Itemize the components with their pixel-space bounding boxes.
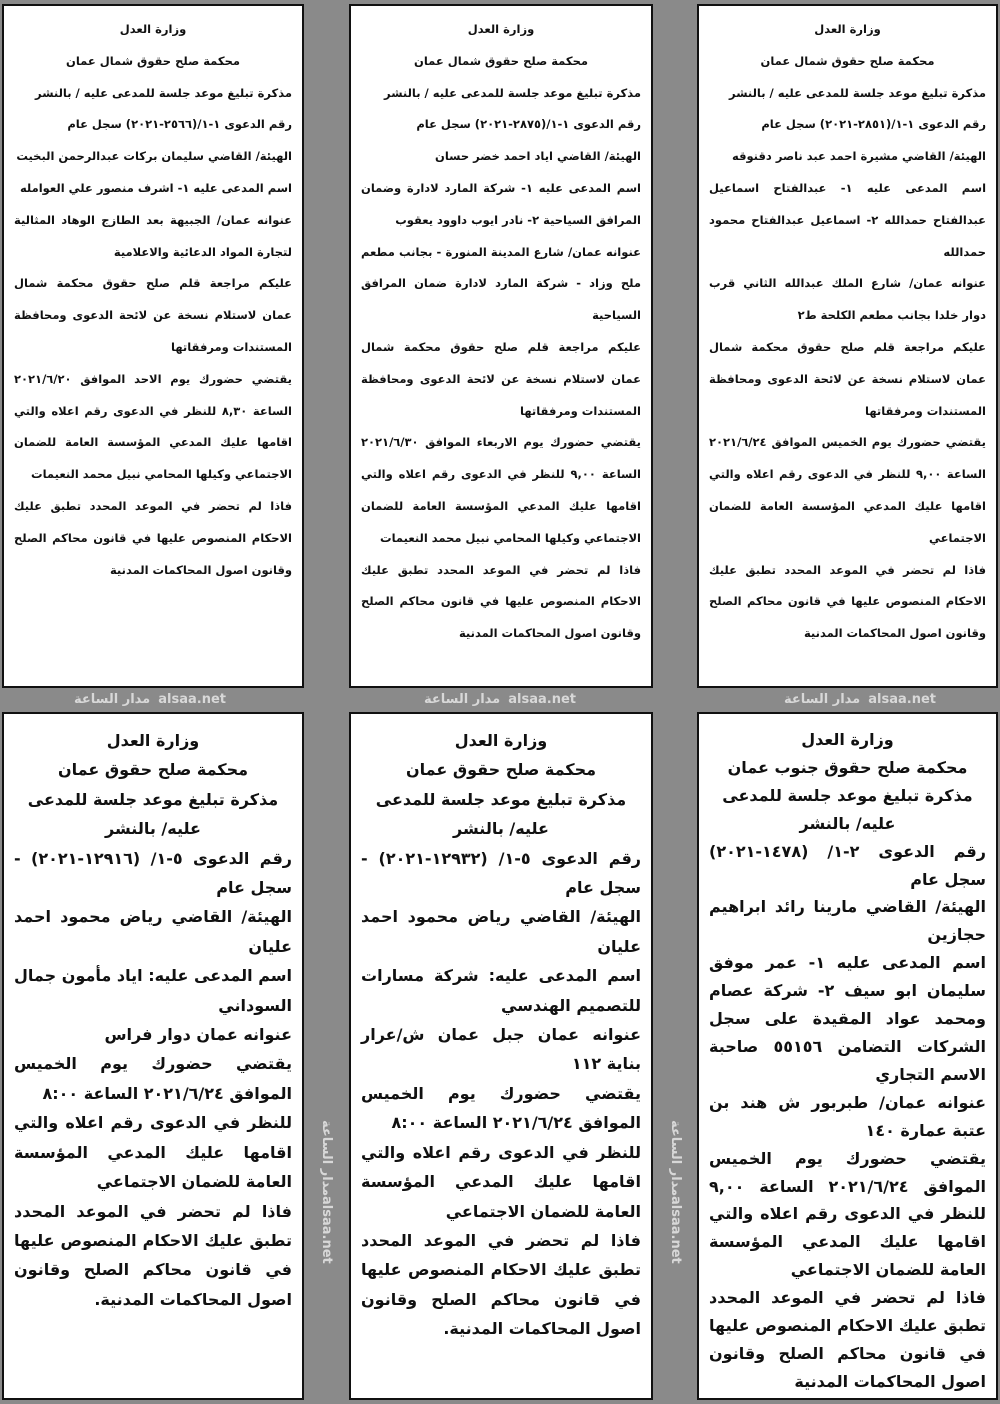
notice-paragraph: الهيئة/ القاضي رياض محمود احمد عليان — [361, 907, 641, 956]
notice-paragraph: فاذا لم تحضر في الموعد المحدد تطبق عليك الاحكام المنصوص عليها في قانون محاكم الصلح وقانون اصول المحاكمات المدنية. — [14, 1201, 292, 1309]
notice-panel — [697, 712, 998, 1400]
notice-paragraph: الهيئة/ القاضي سليمان بركات عبدالرحمن البخيت — [16, 149, 292, 164]
notice-paragraph: عليكم مراجعة قلم صلح حقوق محكمة شمال عمان لاستلام نسخة عن لائحة الدعوى ومحافظة المستندات ومرفقاتها — [361, 339, 641, 418]
watermark-latin: alsaa.net — [668, 1196, 683, 1264]
court-heading: محكمة صلح حقوق عمان — [57, 760, 249, 780]
watermark-arabic: مدار الساعة — [424, 692, 501, 707]
watermark — [420, 692, 580, 708]
watermark — [318, 1120, 334, 1264]
court-heading: محكمة صلح حقوق شمال عمان — [760, 53, 935, 68]
watermark-latin: alsaa.net — [868, 692, 936, 707]
notice-paragraph: الهيئة/ القاضي اياد احمد خضر حسان — [435, 149, 641, 164]
ministry-heading: وزارة العدل — [106, 731, 200, 750]
notice-paragraph: مذكرة تبليغ موعد جلسة للمدعى عليه / بالنشر — [35, 85, 292, 100]
notice-paragraph: الهيئة/ القاضي رياض محمود احمد عليان — [14, 907, 292, 956]
notice-panel — [349, 4, 653, 688]
notice-paragraph: فاذا لم تحضر في الموعد المحدد تطبق عليك الاحكام المنصوص عليها في قانون محاكم الصلح وقانون اصول المحاكمات المدنية — [14, 498, 292, 577]
notice-paragraph: اسم المدعى عليه ١- اشرف منصور علي العوامله — [19, 180, 292, 195]
watermark-arabic: مدار الساعة — [319, 1120, 334, 1197]
notice-paragraph: اسم المدعى عليه ١- عمر موفق سليمان ابو سيف ٢- شركة عصام ومحمد عواد المقيدة على سجل الشركات التضامن ٥٥١٥٦ صاحبة الاسم التجاري — [709, 953, 987, 1084]
notice-paragraph: اسم المدعى عليه: شركة مسارات للتصميم الهندسي — [361, 966, 641, 1015]
notice-paragraph: عنوانه عمان دوار فراس — [104, 1025, 292, 1045]
notice-paragraph: عليكم مراجعة قلم صلح حقوق محكمة شمال عمان لاستلام نسخة عن لائحة الدعوى ومحافظة المستندات ومرفقاتها — [709, 339, 986, 418]
notice-panel — [697, 4, 998, 688]
notice-paragraph: يقتضي حضورك يوم الخميس الموافق ٢٠٢١/٦/٢٤ الساعة ٨:٠٠ — [361, 1083, 641, 1133]
notice-paragraph: مذكرة تبليغ موعد جلسة للمدعى عليه/ بالنشر — [375, 789, 627, 839]
notice-paragraph: يقتضي حضورك يوم الخميس الموافق ٢٠٢١/٦/٢٤ الساعة ٩,٠٠ للنظر في الدعوى رقم اعلاه والتي اقامها عليك المدعي المؤسسة العامة للضمان الاجتماعي — [709, 435, 986, 545]
notice-paragraph: فاذا لم تحضر في الموعد المحدد تطبق عليك الاحكام المنصوص عليها في قانون محاكم الصلح وقانون اصول المحاكمات المدنية — [361, 562, 641, 641]
ministry-heading: وزارة العدل — [801, 730, 894, 749]
notice-paragraph: للنظر في الدعوى رقم اعلاه والتي اقامها عليك المدعي المؤسسة العامة للضمان الاجتماعي — [14, 1113, 292, 1192]
notice-paragraph: رقم الدعوى ١-١/(٢٥٦٦-٢٠٢١) سجل عام — [67, 117, 292, 132]
watermark — [70, 692, 230, 708]
watermark — [667, 1120, 683, 1264]
notice-paragraph: عنوانه عمان/ الجبيهة بعد الطازج الوهاد المثالية لتجارة المواد الدعائية والاعلامية — [14, 212, 292, 259]
notice-paragraph: اسم المدعى عليه ١- عبدالفتاح اسماعيل عبدالفتاح حمدالله ٢- اسماعيل عبدالفتاح محمود حمدالله — [709, 180, 987, 259]
notice-paragraph: فاذا لم تحضر في الموعد المحدد تطبق عليك الاحكام المنصوص عليها في قانون محاكم الصلح وقانون اصول المحاكمات المدنية. — [361, 1230, 641, 1339]
notice-paragraph: رقم الدعوى ٥-١/ (١٢٩٣٢-٢٠٢١) - سجل عام — [361, 848, 642, 898]
notice-paragraph: مذكرة تبليغ موعد جلسة للمدعى عليه / بالنشر — [384, 85, 641, 100]
court-heading: محكمة صلح حقوق عمان — [405, 760, 597, 780]
notice-paragraph: اسم المدعى عليه ١- شركة المارد لادارة وضمان المرافق السياحية ٢- نادر ايوب داوود يعقوب — [361, 180, 641, 227]
ministry-heading: وزارة العدل — [454, 731, 548, 750]
ministry-heading: وزارة العدل — [814, 22, 881, 36]
notice-panel — [349, 712, 653, 1400]
notice-paragraph: الهيئة/ القاضي مشيرة احمد عبد ناصر دقنوقه — [731, 149, 986, 164]
notice-panel — [2, 4, 304, 688]
ministry-heading: وزارة العدل — [467, 22, 535, 36]
notice-paragraph: رقم الدعوى ١-١/(٢٨٥١-٢٠٢١) سجل عام — [761, 117, 986, 132]
notice-paragraph: يقتضي حضورك يوم الاربعاء الموافق ٢٠٢١/٦/٣٠ الساعة ٩,٠٠ للنظر في الدعوى رقم اعلاه والتي اقامها عليك المدعي المؤسسة العامة للضمان الاجتماعي وكيلها المحامي نبيل محمد النعيمات — [361, 435, 641, 545]
watermark-arabic: مدار الساعة — [784, 692, 861, 707]
watermark-latin: alsaa.net — [158, 692, 226, 707]
notice-paragraph: يقتضي حضورك يوم الاحد الموافق ٢٠٢١/٦/٢٠ الساعة ٨,٣٠ للنظر في الدعوى رقم اعلاه والتي اقامها عليك المدعي المؤسسة العامة للضمان الاجتماعي وكيلها المحامي نبيل محمد النعيمات — [14, 371, 292, 482]
notice-paragraph: عنوانه عمان جبل عمان ش/عرار بناية ١١٢ — [361, 1025, 641, 1074]
notice-paragraph: مذكرة تبليغ موعد جلسة للمدعى عليه/ بالنشر — [27, 789, 279, 839]
notice-paragraph: يقتضي حضورك يوم الخميس الموافق ٢٠٢١/٦/٢٤ الساعة ٨:٠٠ — [14, 1054, 292, 1103]
notice-paragraph: للنظر في الدعوى رقم اعلاه والتي اقامها عليك المدعي المؤسسة العامة للضمان الاجتماعي — [361, 1142, 641, 1221]
notice-paragraph: فاذا لم تحضر في الموعد المحدد تطبق عليك الاحكام المنصوص عليها في قانون محاكم الصلح وقانون اصول المحاكمات المدنية — [709, 1288, 986, 1391]
notice-paragraph: اسم المدعى عليه: اياد مأمون جمال السوداني — [14, 966, 292, 1015]
notice-paragraph: مذكرة تبليغ موعد جلسة للمدعى عليه / بالنشر — [729, 85, 986, 100]
notice-paragraph: رقم الدعوى ١-١/(٢٨٧٥-٢٠٢١) سجل عام — [416, 117, 641, 132]
notice-panel — [2, 712, 304, 1400]
notice-paragraph: عليكم مراجعة قلم صلح حقوق محكمة شمال عمان لاستلام نسخة عن لائحة الدعوى ومحافظة المستندات ومرفقاتها — [14, 276, 292, 354]
notice-paragraph: يقتضي حضورك يوم الخميس الموافق ٢٠٢١/٦/٢٤ الساعة ٩,٠٠ للنظر في الدعوى رقم اعلاه والتي اقامها عليك المدعي المؤسسة العامة للضمان الاجتماعي — [709, 1148, 987, 1280]
court-heading: محكمة صلح حقوق شمال عمان — [66, 53, 240, 68]
watermark-arabic: مدار الساعة — [74, 692, 151, 707]
notice-paragraph: رقم الدعوى ٢-١/ (١٤٧٨-٢٠٢١) سجل عام — [709, 841, 986, 889]
notice-paragraph: الهيئة/ القاضي مارينا رائد ابراهيم حجازين — [709, 897, 986, 945]
court-heading: محكمة صلح حقوق جنوب عمان — [727, 757, 968, 777]
court-heading: محكمة صلح حقوق شمال عمان — [414, 53, 588, 68]
watermark-latin: alsaa.net — [319, 1196, 334, 1264]
watermark — [780, 692, 940, 708]
notice-paragraph: عنوانه عمان/ شارع الملك عبدالله الثاني قرب دوار خلدا بجانب مطعم الكلحة ط٢ — [709, 276, 986, 323]
ministry-heading: وزارة العدل — [119, 22, 187, 36]
watermark-arabic: مدار الساعة — [668, 1120, 683, 1197]
notice-paragraph: رقم الدعوى ٥-١/ (١٢٩١٦-٢٠٢١) - سجل عام — [14, 848, 293, 898]
notice-paragraph: مذكرة تبليغ موعد جلسة للمدعى عليه/ بالنشر — [722, 785, 973, 833]
notice-paragraph: فاذا لم تحضر في الموعد المحدد تطبق عليك الاحكام المنصوص عليها في قانون محاكم الصلح وقانون اصول المحاكمات المدنية — [709, 562, 986, 641]
notice-paragraph: عنوانه عمان/ شارع المدينة المنورة - بجانب مطعم ملح وزاد - شركة المارد لادارة ضمان المرافق السياحية — [361, 244, 641, 323]
notice-paragraph: عنوانه عمان/ طبربور ش هند بن عتبة عمارة ١٤٠ — [709, 1092, 986, 1140]
watermark-latin: alsaa.net — [508, 692, 576, 707]
